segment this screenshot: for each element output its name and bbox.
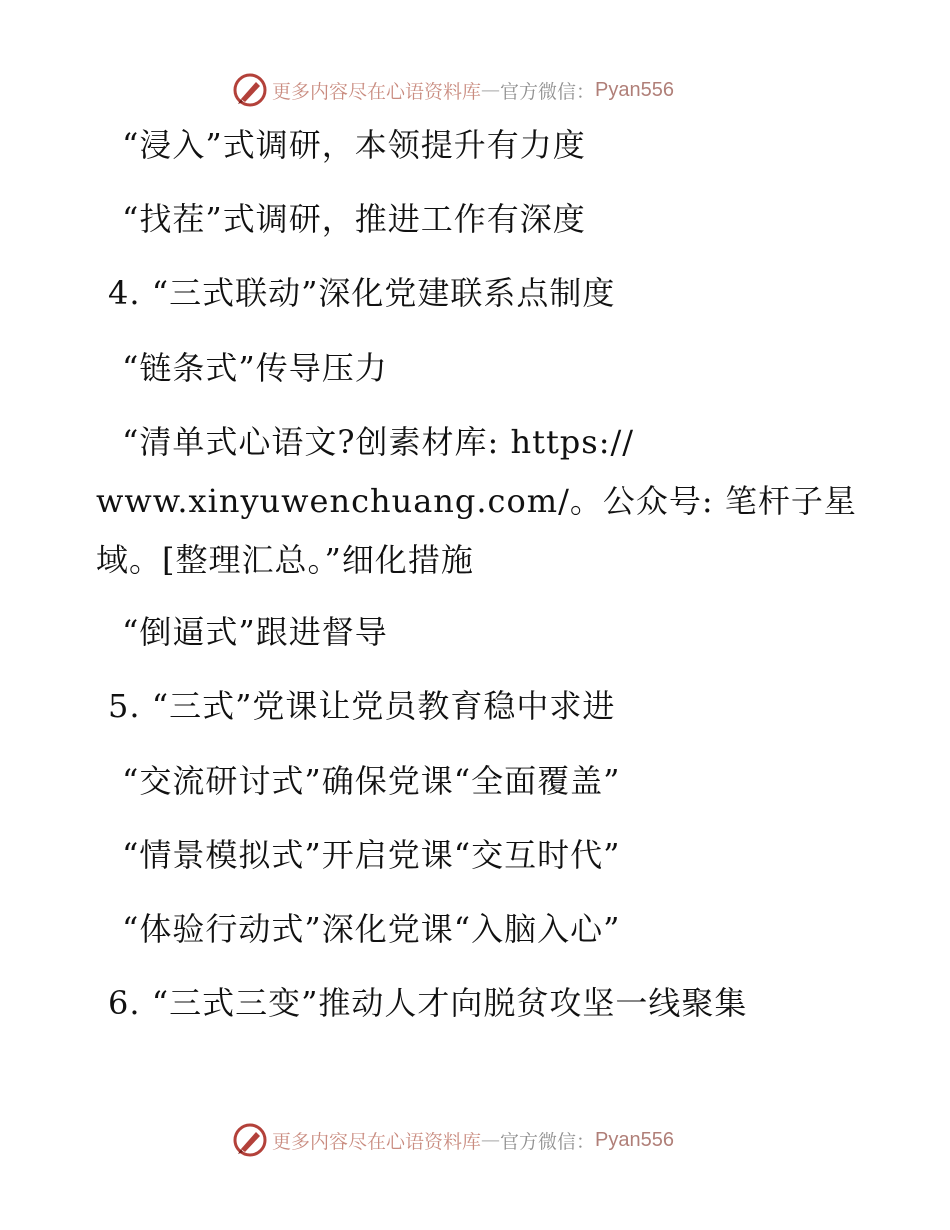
body-line: “情景模拟式”开启党课“交互时代”: [122, 836, 621, 874]
banner-contact-label: 官方微信：: [500, 80, 596, 103]
body-line: 域。[整理汇总。”细化措施: [96, 541, 474, 579]
banner-separator: —: [481, 79, 501, 101]
body-line: “清单式心语文?创素材库: https://: [122, 423, 635, 461]
banner-contact-id: Pyan556: [595, 1128, 674, 1151]
banner-separator: —: [481, 1129, 501, 1151]
banner-text: 更多内容尽在心语资料库: [272, 1130, 482, 1153]
body-line: “交流研讨式”确保党课“全面覆盖”: [122, 762, 621, 800]
section-heading: 5. “三式”党课让党员教育稳中求进: [108, 687, 616, 725]
body-line: “倒逼式”跟进督导: [122, 613, 388, 651]
body-line: “体验行动式”深化党课“入脑入心”: [122, 910, 621, 948]
body-line: “链条式”传导压力: [122, 349, 388, 387]
body-line: “找茬”式调研，推进工作有深度: [122, 200, 586, 238]
body-line: “浸入”式调研，本领提升有力度: [122, 126, 586, 164]
banner-text: 更多内容尽在心语资料库: [272, 80, 482, 103]
section-heading: 6. “三式三变”推动人才向脱贫攻坚一线聚集: [108, 984, 748, 1022]
section-heading: 4. “三式联动”深化党建联系点制度: [108, 274, 616, 312]
pen-logo-icon: [232, 72, 268, 108]
banner-contact-label: 官方微信：: [500, 1130, 596, 1153]
pen-logo-icon: [232, 1122, 268, 1158]
footer-banner: [232, 1120, 674, 1160]
body-line: www.xinyuwenchuang.com/。公众号: 笔杆子星: [96, 482, 857, 520]
banner-contact-id: Pyan556: [595, 78, 674, 101]
header-banner: [232, 70, 674, 110]
